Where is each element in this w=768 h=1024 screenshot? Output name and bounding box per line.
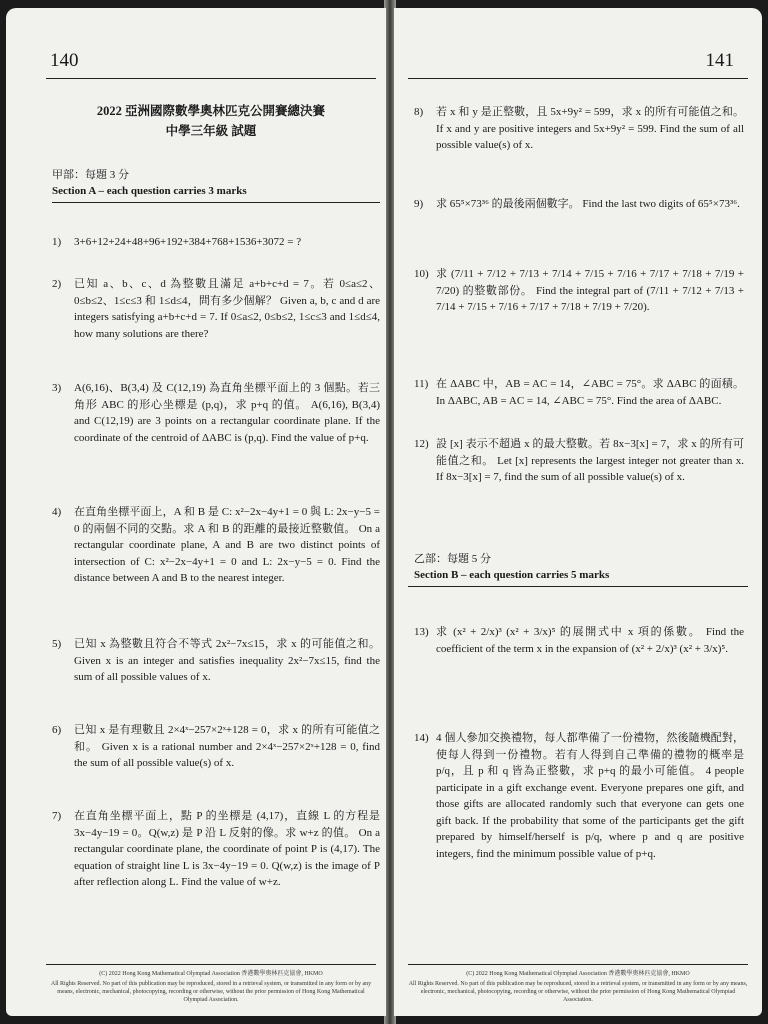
- question-text: 在直角坐標平面上，點 P 的坐標是 (4,17)，直線 L 的方程是 3x−4y−19 = 0。Q(w,z) 是 P 沿 L 反射的像。求 w+z 的值。 On a rectangular coordinate plane, the coordinate of point P is (4,17). The equation of straight line L is 3x−4y−19 = 0. Q(w,z) is the image of P after reflection along L. Find the value of w+z.: [74, 810, 380, 888]
- copyright-notice: All Rights Reserved. No part of this publication may be reproduced, stored in a retrieval system, or transmitted in any form or by any means, electronic, mechanical, photocopying, recording or otherwise, without the prior permission of Hong Kong Mathematical Olympiad Association.: [408, 981, 748, 1003]
- question-text: 求 (x² + 2/x)³ (x² + 3/x)⁵ 的展開式中 x 項的係數。 Find the coefficient of the term x in the expansion of (x² + 2/x)³ (x² + 3/x)⁵.: [436, 626, 744, 655]
- section-a-en: Section A – each question carries 3 marks: [52, 185, 247, 197]
- question-number: 7): [52, 810, 62, 822]
- left-page: [6, 8, 386, 1016]
- question-text: 在 ΔABC 中，AB = AC = 14，∠ABC = 75°。求 ΔABC 的面積。 In ΔABC, AB = AC = 14, ∠ABC = 75°. Find the area of ΔABC.: [436, 378, 744, 407]
- question-3: [52, 380, 380, 446]
- page-number: 140: [50, 50, 79, 71]
- question-text: 求 (7/11 + 7/12 + 7/13 + 7/14 + 7/15 + 7/16 + 7/17 + 7/18 + 7/19 + 7/20) 的整數部份。 Find the integral part of (7/11 + 7/12 + 7/13 + 7/14 + 7/15 + 7/16 + 7/17 + 7/18 + 7/19 + 7/20).: [436, 268, 744, 313]
- exam-subtitle: 中學三年級 試題: [165, 124, 257, 138]
- question-text: A(6,16)、B(3,4) 及 C(12,19) 為直角坐標平面上的 3 個點。若三角形 ABC 的形心坐標是 (p,q)，求 p+q 的值。 A(6,16), B(3,4) and C(12,19) are 3 points on a rectangular coordinate plane. If the coordinate of the centroid of ΔABC is (p,q). Find the value of p+q.: [74, 382, 380, 444]
- question-6: [52, 722, 380, 772]
- section-a-zh: 甲部：每題 3 分: [52, 169, 129, 181]
- question-number: 9): [414, 198, 424, 210]
- right-page: [394, 8, 762, 1016]
- question-number: 12): [414, 438, 429, 450]
- section-b-rule: [408, 586, 748, 587]
- question-text: 3+6+12+24+48+96+192+384+768+1536+3072 = ?: [74, 236, 302, 248]
- page-number: 141: [705, 50, 734, 71]
- copyright-line: (C) 2022 Hong Kong Mathematical Olympiad Association 香港數學奧林匹克協會, HKMO: [466, 971, 690, 977]
- question-text: 已知 x 是有理數且 2×4ˣ−257×2ˣ+128 = 0，求 x 的所有可能值之和。 Given x is a rational number and 2×4ˣ−257×2ˣ+128 = 0, find the sum of all possible value(s) of x.: [74, 724, 380, 769]
- question-2: [52, 276, 380, 342]
- section-b-zh: 乙部：每題 5 分: [414, 553, 491, 565]
- question-number: 6): [52, 724, 62, 736]
- question-text: 設 [x] 表示不超過 x 的最大整數。若 8x−3[x] = 7，求 x 的所有可能值之和。 Let [x] represents the largest integer not greater than x. If 8x−3[x] = 7, find the sum of all possible value(s) of x.: [436, 438, 744, 483]
- question-number: 1): [52, 236, 62, 248]
- question-8: [414, 104, 744, 154]
- question-9: [414, 196, 744, 213]
- question-1: [52, 234, 380, 251]
- question-number: 11): [414, 378, 429, 390]
- question-number: 5): [52, 638, 62, 650]
- section-a-rule: [52, 202, 380, 203]
- question-13: [414, 624, 744, 657]
- question-text: 4 個人參加交換禮物，每人都準備了一份禮物，然後隨機配對，使每人得到一份禮物。若有人得到自己準備的禮物的概率是 p/q，且 p 和 q 皆為正整數，求 p+q 的最小可能值。 4 people participate in a gift exchange event. Everyone prepares one gift, and those gifts are allocated randomly such that everyone can gets one gift back. If the probability that some of the participants get the gift prepared by himself/herself is p/q, where p and q are positive integers, find the minimum possible value of p+q.: [436, 732, 744, 860]
- exam-title: 2022 亞洲國際數學奧林匹克公開賽總決賽: [96, 104, 326, 118]
- question-7: [52, 808, 380, 891]
- question-text: 已知 a、b、c、d 為整數且滿足 a+b+c+d = 7。若 0≤a≤2、0≤b≤2、1≤c≤3 和 1≤d≤4，問有多少個解？ Given a, b, c and d are integers satisfying a+b+c+d = 7. If 0≤a≤2, 0≤b≤2, 1≤c≤3 and 1≤d≤4, how many solutions are there?: [74, 278, 380, 340]
- question-text: 已知 x 為整數且符合不等式 2x²−7x≤15，求 x 的可能值之和。 Given x is an integer and satisfies inequality 2x²−7x≤15, find the sum of all possible values of x.: [74, 638, 380, 683]
- question-number: 8): [414, 106, 424, 118]
- question-number: 4): [52, 506, 62, 518]
- question-14: [414, 730, 744, 862]
- header-rule: [408, 78, 748, 79]
- copyright-line: (C) 2022 Hong Kong Mathematical Olympiad Association 香港數學奧林匹克協會, HKMO: [99, 971, 323, 977]
- question-11: [414, 376, 744, 409]
- question-10: [414, 266, 744, 316]
- question-number: 3): [52, 382, 62, 394]
- copyright-notice: All Rights Reserved. No part of this publication may be reproduced, stored in a retrieval system, or transmitted in any form or by any means, electronic, mechanical, photocopying, recording or otherwise, without the prior permission of Hong Kong Mathematical Olympiad Association.: [50, 981, 372, 1003]
- question-text: 在直角坐標平面上，A 和 B 是 C: x²−2x−4y+1 = 0 與 L: 2x−y−5 = 0 的兩個不同的交點。求 A 和 B 的距離的最接近整數值。 On a rectangular coordinate plane, A and B are two distinct points of intersection of C: x²−2x−4y+1 = 0 and L: 2x−y−5 = 0. Find the distance between A and B to the nearest integer.: [74, 506, 380, 584]
- question-5: [52, 636, 380, 686]
- question-4: [52, 504, 380, 587]
- header-rule: [46, 78, 376, 79]
- question-12: [414, 436, 744, 486]
- question-number: 2): [52, 278, 62, 290]
- footer-rule: [408, 964, 748, 965]
- question-text: 求 65⁵×73³⁶ 的最後兩個數字。 Find the last two digits of 65⁵×73³⁶.: [436, 198, 740, 210]
- question-number: 14): [414, 732, 429, 744]
- question-number: 10): [414, 268, 429, 280]
- section-b-en: Section B – each question carries 5 marks: [414, 569, 610, 581]
- question-text: 若 x 和 y 是正整數，且 5x+9y² = 599，求 x 的所有可能值之和。 If x and y are positive integers and 5x+9y² = 599. Find the sum of all possible value(s) of x.: [436, 106, 744, 151]
- question-number: 13): [414, 626, 429, 638]
- footer-rule: [46, 964, 376, 965]
